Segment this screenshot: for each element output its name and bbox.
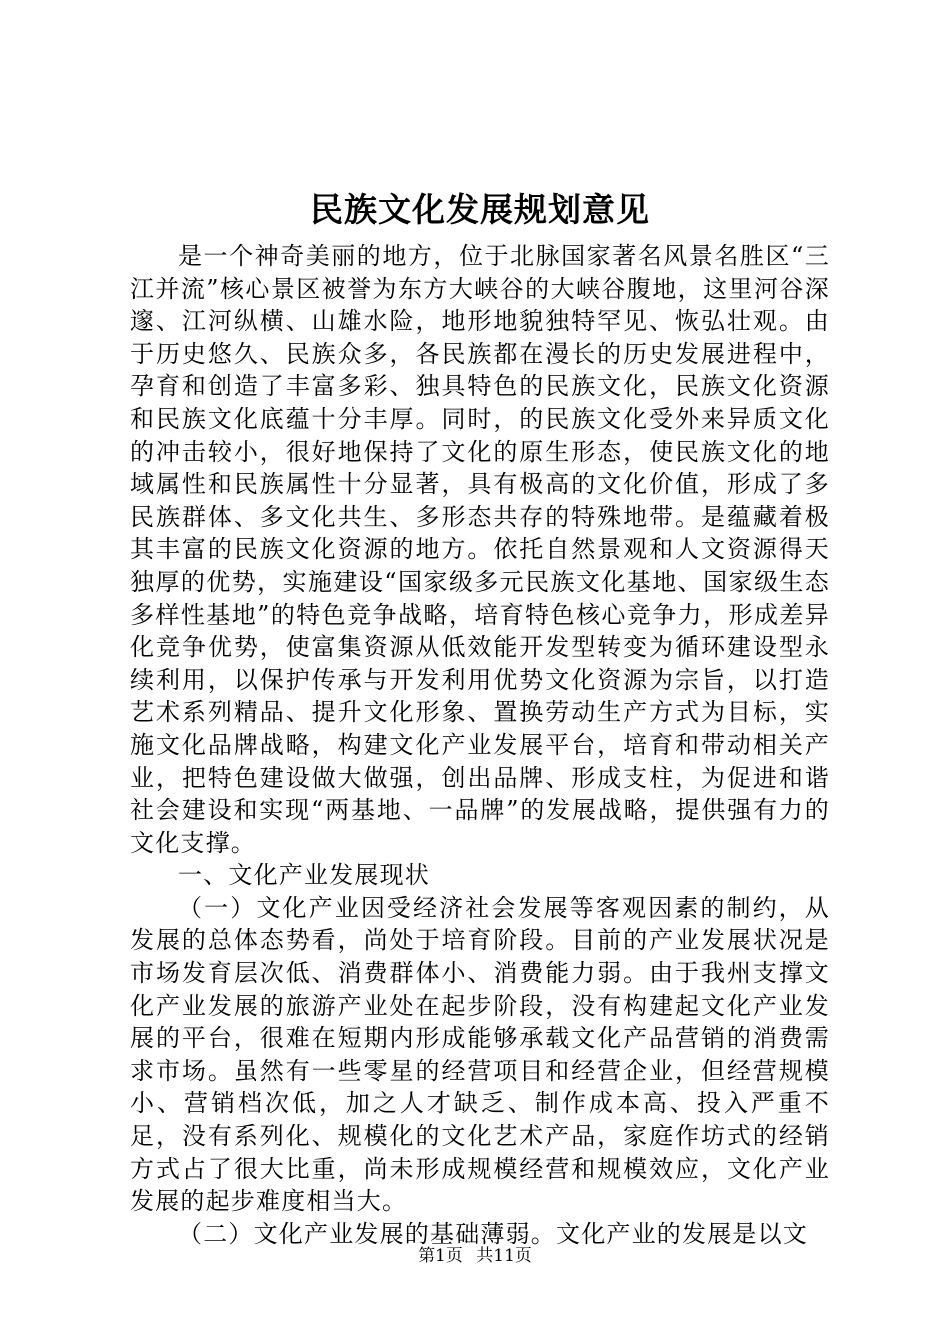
document-title: 民族文化发展规划意见 [310,190,650,229]
intro-paragraph: 是一个神奇美丽的地方，位于北脉国家著名风景名胜区“三江并流”核心景区被誉为东方大峡谷的大峡谷腹地，这里河谷深邃、江河纵横、山雄水险，地形地貌独特罕见、恢弘壮观。由于历史悠久、民族众多，各民族都在漫长的历史发展进程中，孕育和创造了丰富多彩、独具特色的民族文化，民族文化资源和民族文化底蕴十分丰厚。同时，的民族文化受外来异质文化的冲击较小，很好地保持了文化的原生形态，使民族文化的地域属性和民族属性十分显著，具有极高的文化价值，形成了多民族群体、多文化共生、多形态共存的特殊地带。是蕴藏着极其丰富的民族文化资源的地方。依托自然景观和人文资源得天独厚的优势，实施建设“国家级多元民族文化基地、国家级生态多样性基地”的特色竞争战略，培育特色核心竞争力，形成差异化竞争优势，使富集资源从低效能开发型转变为循环建设型永续利用，以保护传承与开发利用优势文化资源为宗旨，以打造艺术系列精品、提升文化形象、置换劳动生产方式为目标，实施文化品牌战略，构建文化产业发展平台，培育和带动相关产业，把特色建设做大做强，创出品牌、形成支柱，为促进和谐社会建设和实现“两基地、一品牌”的发展战略，提供强有力的文化支撑。 [130,242,830,857]
section-heading: 一、文化产业发展现状 [178,861,430,890]
page-total: 共11页 [476,1246,532,1266]
document-page [130,180,830,1250]
page-footer [0,1245,950,1267]
section-paragraph-2: （二）文化产业发展的基础薄弱。文化产业的发展是以文 [178,1219,808,1248]
section-paragraph-1: （一）文化产业因受经济社会发展等客观因素的制约，从发展的总体态势看，尚处于培育阶段。目前的产业发展状况是市场发育层次低、消费群体小、消费能力弱。由于我州支撑文化产业发展的旅游产业处在起步阶段，没有构建起文化产业发展的平台，很难在短期内形成能够承载文化产品营销的消费需求市场。虽然有一些零星的经营项目和经营企业，但经营规模小、营销档次低，加之人才缺乏、制作成本高、投入严重不足，没有系列化、规模化的文化艺术产品，家庭作坊式的经销方式占了很大比重，尚未形成规模经营和规模效应，文化产业发展的起步难度相当大。 [130,893,830,1216]
page-number: 第1页 [418,1246,463,1266]
